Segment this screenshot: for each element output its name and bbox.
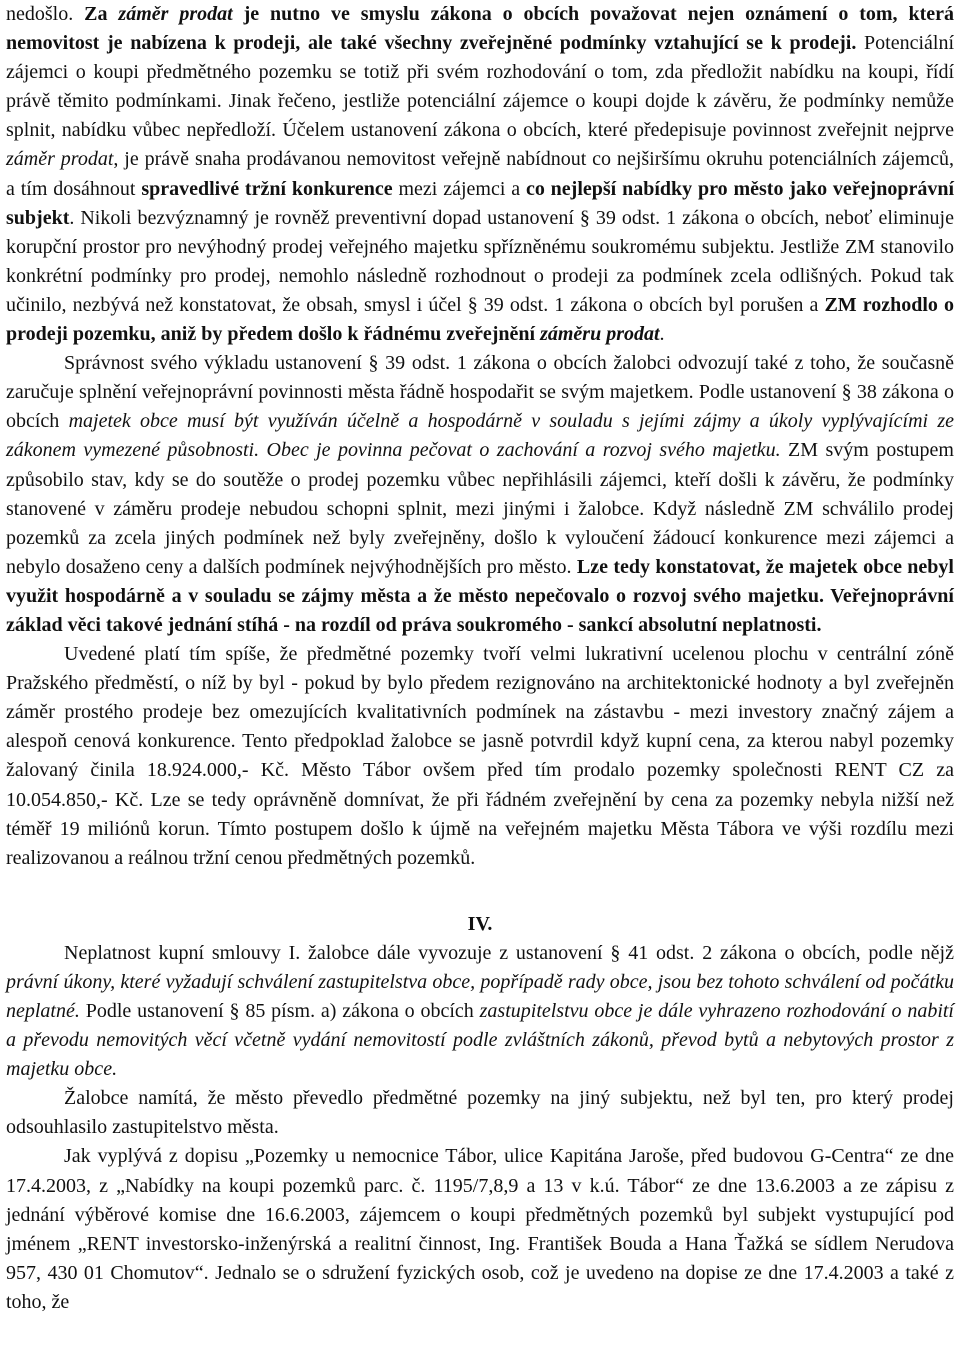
text-run: Podle ustanovení § 85 písm. a) zákona o obcích [79, 1000, 480, 1022]
text-run: zastupitelstvu obce je dále vyhrazeno rozhodování o nabití a převodu nemovitých věcí včetně vydání nemovitostí podle zvláštních zákonů, převod bytů a nebytových prostor z majetku obce. [6, 1000, 954, 1081]
text-run: právní úkony, které vyžadují schválení zastupitelstva obce, popřípadě rady obce, jsou bez tohoto schválení od počátku neplatné. [6, 970, 954, 1022]
paragraph [6, 349, 954, 640]
paragraph [6, 1142, 954, 1317]
text-run: je nutno ve smyslu zákona o obcích považovat nejen oznámení o tom, která nemovitost je nabízena k prodeji, ale také všechny zveřejněné podmínky vztahující se k prodeji. [6, 3, 955, 55]
text-run: ZM svým postupem způsobilo stav, kdy se do soutěže o prodej pozemku vůbec nepřihlásili zájemci, kteří došli k závěru, že podmínky stanovené v záměru prodeje nebudou schopni splnit, mezi jinými i žalobce. Když následně ZM schválilo prodej pozemků za zcela jiných podmínek než byly zveřejněny, došlo k vyloučení žádoucí konkurence mezi zájemci a nebylo dosaženo ceny a dalších podmínek nejvýhodnějších pro město. [6, 439, 954, 578]
text-run: Neplatnost kupní smlouvy I. žalobce dále vyvozuje z ustanovení § 41 odst. 2 zákona o obcích, podle nějž [64, 941, 954, 964]
text-run: Uvedené platí tím spíše, že předmětné pozemky tvoří velmi lukrativní ucelenou plochu v centrální zóně Pražského předměstí, o níž by byl - pokud by bylo předem rezignováno na architektonické hodnoty a byl zveřejněn záměr prostého prodeje bez omezujících kvalitativních podmínek na zástavbu - mezi investory značný zájem a alespoň cenová konkurence. Tento předpoklad žalobce se jasně potvrdil když kupní cena, za kterou nabyl pozemky žalovaný činila 18.924.000,- Kč. Město Tábor ovšem před tím prodalo pozemky společnosti RENT CZ za 10.054.850,- Kč. Lze se tedy oprávněně domnívat, že při řádném zveřejnění by cena za pozemky nebyla nižší než téměř 19 miliónů korun. Tímto postupem došlo k újmě na veřejném majetku Města Tábora ve výši rozdílu mezi realizovanou a reálnou tržní cenou předmětných pozemků. [6, 643, 954, 869]
text-run: Jak vyplývá z dopisu „Pozemky u nemocnice Tábor, ulice Kapitána Jaroše, před budovou G-Centra“ ze dne 17.4.2003, z „Nabídky na koupi pozemků parc. č. 1195/7,8,9 a 13 v k.ú. Tábor“ ze dne 13.6.2003 a ze zápisu z jednání výběrové komise dne 16.6.2003, zájemcem o koupi předmětných pozemků byl subjekt vystupující pod jménem „RENT investorsko-inženýrská a realitní činnost, Ing. František Bouda a Hana Ťažká se sídlem Nerudova 957, 430 01 Chomutov“. Jednalo se o sdružení fyzických osob, což je uvedeno na dopise ze dne 17.4.2003 a také z toho, že [6, 1145, 954, 1313]
paragraph [6, 939, 954, 1084]
text-run: záměru prodat [540, 323, 660, 346]
paragraph [6, 640, 954, 873]
text-run: ZM rozhodlo o prodeji pozemku, aniž by předem došlo k řádnému zveřejnění [6, 293, 954, 346]
text-run: . Nikoli bezvýznamný je rovněž preventivní dopad ustanovení § 39 odst. 1 zákona o obcích, neboť eliminuje korupční prostor pro nevýhodný prodej veřejného majetku spřízněnému soukromému subjektu. Jestliže ZM stanovilo konkrétní podmínky pro prodej, nemohlo následně rozhodnout o prodeji za podmínek zcela odlišných. Pokud tak učinilo, nezbývá než konstatovat, že obsah, smysl i účel § 39 odst. 1 zákona o obcích byl porušen a [6, 206, 954, 316]
text-run: Potenciální zájemci o koupi předmětného pozemku se totiž při svém rozhodování o tom, zda předložit nabídku na koupi, řídí právě těmito podmínkami. Jinak řečeno, jestliže potenciální zájemce o koupi dojde k závěru, že podmínky nemůže splnit, nabídku vůbec nepředloží. Účelem ustanovení zákona o obcích, které předepisuje povinnost zveřejnit nejprve [6, 32, 954, 142]
text-run: , je právě snaha prodávanou nemovitost veřejně nabídnout co nejširšímu okruhu potenciálních zájemců, a tím dosáhnout [6, 148, 954, 200]
paragraph [6, 0, 954, 349]
text-run: záměr prodat [118, 3, 233, 25]
text-run: spravedlivé tržní konkurence [141, 177, 393, 200]
text-run: majetek obce musí být využíván účelně a hospodárně v souladu s jejími zájmy a úkoly vyplývajícími ze zákonem vymezené působnosti. Obec je povinna pečovat o zachování a rozvoj svého majetku. [6, 410, 954, 462]
section-heading: IV. [467, 912, 493, 935]
text-run: . [659, 323, 665, 346]
text-run: Za [84, 3, 119, 25]
paragraph [6, 1084, 954, 1142]
text-run: mezi zájemci a [392, 177, 526, 200]
text-run: Lze tedy konstatovat, že majetek obce nebyl využit hospodárně a v souladu se zájmy města a že město nepečovalo o rozvoj svého majetku. Veřejnoprávní základ věci takové jednání stíhá - na rozdíl od práva soukromého - sankcí absolutní neplatnosti. [6, 555, 954, 636]
paragraphs-before-heading [6, 0, 954, 873]
paragraphs-after-heading [6, 939, 954, 1317]
text-run: záměr prodat [6, 148, 114, 171]
text-run: Žalobce namítá, že město převedlo předmětné pozemky na jiný subjektu, než byl ten, pro který prodej odsouhlasilo zastupitelstvo města. [6, 1087, 954, 1139]
text-run: nedošlo. [6, 3, 85, 25]
text-run: Správnost svého výkladu ustanovení § 39 odst. 1 zákona o obcích žalobci odvozují také z toho, že současně zaručuje splnění veřejnoprávní povinnosti města řádně hospodařit se svým majetkem. Podle ustanovení § 38 zákona o obcích [6, 352, 954, 433]
text-run: co nejlepší nabídky pro město jako veřejnoprávní subjekt [6, 177, 955, 229]
